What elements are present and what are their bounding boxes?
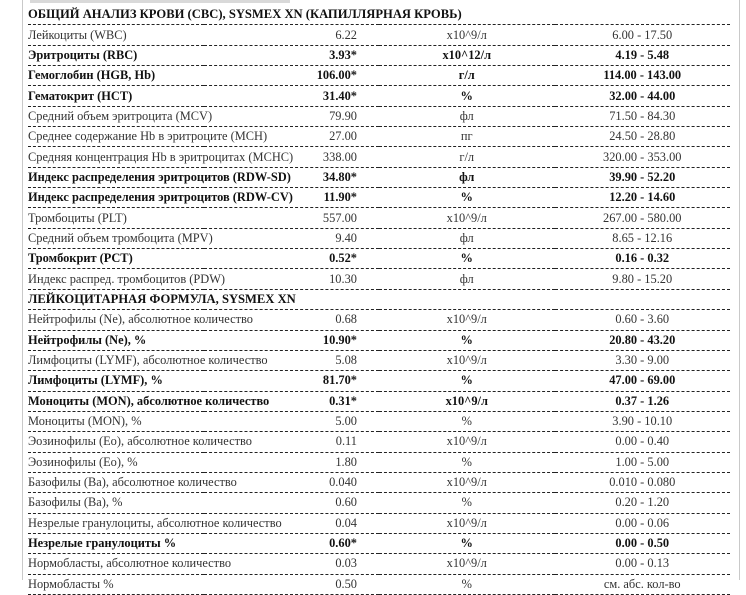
test-value: 0.040: [204, 472, 380, 492]
test-name: Лимфоциты (LYMF), %: [28, 371, 204, 391]
reference-range: 32.00 - 44.00: [555, 86, 731, 106]
table-row: [28, 411, 730, 431]
test-value: 79.90: [204, 106, 380, 126]
test-value: 0.68: [204, 310, 380, 330]
table-row: [28, 350, 730, 370]
test-name: Гематокрит (HCT): [28, 86, 204, 106]
test-unit: фл: [379, 106, 555, 126]
table-row: [28, 167, 730, 187]
test-value: 10.30: [204, 269, 380, 289]
test-unit: x10^9/л: [379, 554, 555, 574]
table-row: [28, 371, 730, 391]
reference-range: 0.00 - 0.50: [555, 533, 731, 553]
reference-range: 0.00 - 0.06: [555, 513, 731, 533]
test-unit: г/л: [379, 66, 555, 86]
test-name: Гемоглобин (HGB, Hb): [28, 66, 204, 86]
test-value: 0.11: [204, 432, 380, 452]
reference-range: 8.65 - 12.16: [555, 228, 731, 248]
test-name: Средний объем тромбоцита (MPV): [28, 228, 204, 248]
test-value: 6.22: [204, 25, 380, 45]
test-unit: г/л: [379, 147, 555, 167]
test-value: 5.08: [204, 350, 380, 370]
table-row: [28, 208, 730, 228]
table-row: [28, 269, 730, 289]
table-row: [28, 533, 730, 553]
reference-range: 0.20 - 1.20: [555, 493, 731, 513]
test-value: 9.40: [204, 228, 380, 248]
table-row: [28, 45, 730, 65]
test-unit: x10^9/л: [379, 432, 555, 452]
test-value: 10.90*: [204, 330, 380, 350]
section-header: [28, 289, 730, 309]
table-row: [28, 330, 730, 350]
test-unit: %: [379, 371, 555, 391]
test-unit: фл: [379, 269, 555, 289]
table-row: [28, 513, 730, 533]
test-unit: x10^9/л: [379, 472, 555, 492]
reference-range: 3.90 - 10.10: [555, 411, 731, 431]
section-title: ОБЩИЙ АНАЛИЗ КРОВИ (CBC), SYSMEX XN (КАПИЛЛЯРНАЯ КРОВЬ): [28, 5, 730, 25]
reference-range: 47.00 - 69.00: [555, 371, 731, 391]
test-name: Нейтрофилы (Ne), %: [28, 330, 204, 350]
test-value: 0.50: [204, 574, 380, 594]
test-name: Лейкоциты (WBC): [28, 25, 204, 45]
test-value: 34.80*: [204, 167, 380, 187]
test-unit: %: [379, 249, 555, 269]
table-row: [28, 472, 730, 492]
test-unit: %: [379, 330, 555, 350]
reference-range: 9.80 - 15.20: [555, 269, 731, 289]
test-name: Незрелые гранулоциты, абсолютное количество: [28, 513, 204, 533]
test-unit: %: [379, 574, 555, 594]
reference-range: 39.90 - 52.20: [555, 167, 731, 187]
table-row: [28, 228, 730, 248]
table-row: [28, 86, 730, 106]
reference-range: 71.50 - 84.30: [555, 106, 731, 126]
test-name: Среднее содержание Hb в эритроците (MCH): [28, 127, 204, 147]
results-body: [28, 5, 730, 594]
test-unit: %: [379, 493, 555, 513]
table-row: [28, 188, 730, 208]
test-unit: x10^9/л: [379, 513, 555, 533]
table-row: [28, 493, 730, 513]
test-name: Средний объем эритроцита (MCV): [28, 106, 204, 126]
test-unit: x10^9/л: [379, 310, 555, 330]
reference-range: 20.80 - 43.20: [555, 330, 731, 350]
table-row: [28, 432, 730, 452]
test-unit: x10^12/л: [379, 45, 555, 65]
table-row: [28, 127, 730, 147]
table-row: [28, 391, 730, 411]
cut-off-header-text: [30, 0, 290, 3]
test-name: Моноциты (MON), %: [28, 411, 204, 431]
reference-range: 24.50 - 28.80: [555, 127, 731, 147]
test-value: 0.31*: [204, 391, 380, 411]
test-name: Моноциты (MON), абсолютное количество: [28, 391, 204, 411]
test-unit: x10^9/л: [379, 391, 555, 411]
test-value: 27.00: [204, 127, 380, 147]
test-name: Индекс распределения эритроцитов (RDW-CV): [28, 188, 204, 208]
test-name: Эозинофилы (Eo), абсолютное количество: [28, 432, 204, 452]
test-unit: %: [379, 452, 555, 472]
test-unit: %: [379, 533, 555, 553]
test-unit: %: [379, 188, 555, 208]
test-name: Нормобласты, абсолютное количество: [28, 554, 204, 574]
reference-range: см. абс. кол-во: [555, 574, 731, 594]
test-name: Незрелые гранулоциты %: [28, 533, 204, 553]
test-unit: x10^9/л: [379, 25, 555, 45]
test-name: Эозинофилы (Eo), %: [28, 452, 204, 472]
reference-range: 0.16 - 0.32: [555, 249, 731, 269]
test-value: 3.93*: [204, 45, 380, 65]
test-value: 0.60: [204, 493, 380, 513]
reference-range: 12.20 - 14.60: [555, 188, 731, 208]
test-name: Лимфоциты (LYMF), абсолютное количество: [28, 350, 204, 370]
test-unit: x10^9/л: [379, 208, 555, 228]
test-name: Тромбоциты (PLT): [28, 208, 204, 228]
results-table: [28, 5, 730, 595]
table-row: [28, 310, 730, 330]
reference-range: 3.30 - 9.00: [555, 350, 731, 370]
test-name: Индекс распред. тромбоцитов (PDW): [28, 269, 204, 289]
test-value: 0.03: [204, 554, 380, 574]
test-unit: фл: [379, 167, 555, 187]
test-name: Нейтрофилы (Ne), абсолютное количество: [28, 310, 204, 330]
test-value: 557.00: [204, 208, 380, 228]
reference-range: 0.00 - 0.40: [555, 432, 731, 452]
test-value: 0.52*: [204, 249, 380, 269]
test-name: Нормобласты %: [28, 574, 204, 594]
test-name: Базофилы (Ba), %: [28, 493, 204, 513]
table-row: [28, 554, 730, 574]
test-value: 338.00: [204, 147, 380, 167]
table-row: [28, 25, 730, 45]
test-unit: %: [379, 411, 555, 431]
test-name: Тромбокрит (PCT): [28, 249, 204, 269]
table-row: [28, 452, 730, 472]
test-value: 0.04: [204, 513, 380, 533]
reference-range: 267.00 - 580.00: [555, 208, 731, 228]
section-title: ЛЕЙКОЦИТАРНАЯ ФОРМУЛА, SYSMEX XN: [28, 289, 730, 309]
test-value: 106.00*: [204, 66, 380, 86]
reference-range: 0.37 - 1.26: [555, 391, 731, 411]
test-unit: %: [379, 86, 555, 106]
test-unit: x10^9/л: [379, 350, 555, 370]
test-value: 1.80: [204, 452, 380, 472]
reference-range: 6.00 - 17.50: [555, 25, 731, 45]
reference-range: 0.00 - 0.13: [555, 554, 731, 574]
test-name: Индекс распределения эритроцитов (RDW-SD): [28, 167, 204, 187]
reference-range: 114.00 - 143.00: [555, 66, 731, 86]
reference-range: 1.00 - 5.00: [555, 452, 731, 472]
table-row: [28, 574, 730, 594]
test-name: Средняя концентрация Hb в эритроцитах (MCHC): [28, 147, 204, 167]
test-value: 31.40*: [204, 86, 380, 106]
reference-range: 0.60 - 3.60: [555, 310, 731, 330]
test-name: Базофилы (Ba), абсолютное количество: [28, 472, 204, 492]
test-value: 5.00: [204, 411, 380, 431]
reference-range: 320.00 - 353.00: [555, 147, 731, 167]
reference-range: 4.19 - 5.48: [555, 45, 731, 65]
table-row: [28, 66, 730, 86]
test-value: 11.90*: [204, 188, 380, 208]
test-value: 0.60*: [204, 533, 380, 553]
table-row: [28, 147, 730, 167]
test-unit: фл: [379, 228, 555, 248]
test-unit: пг: [379, 127, 555, 147]
table-row: [28, 249, 730, 269]
test-value: 81.70*: [204, 371, 380, 391]
test-name: Эритроциты (RBC): [28, 45, 204, 65]
section-header: [28, 5, 730, 25]
table-row: [28, 106, 730, 126]
reference-range: 0.010 - 0.080: [555, 472, 731, 492]
